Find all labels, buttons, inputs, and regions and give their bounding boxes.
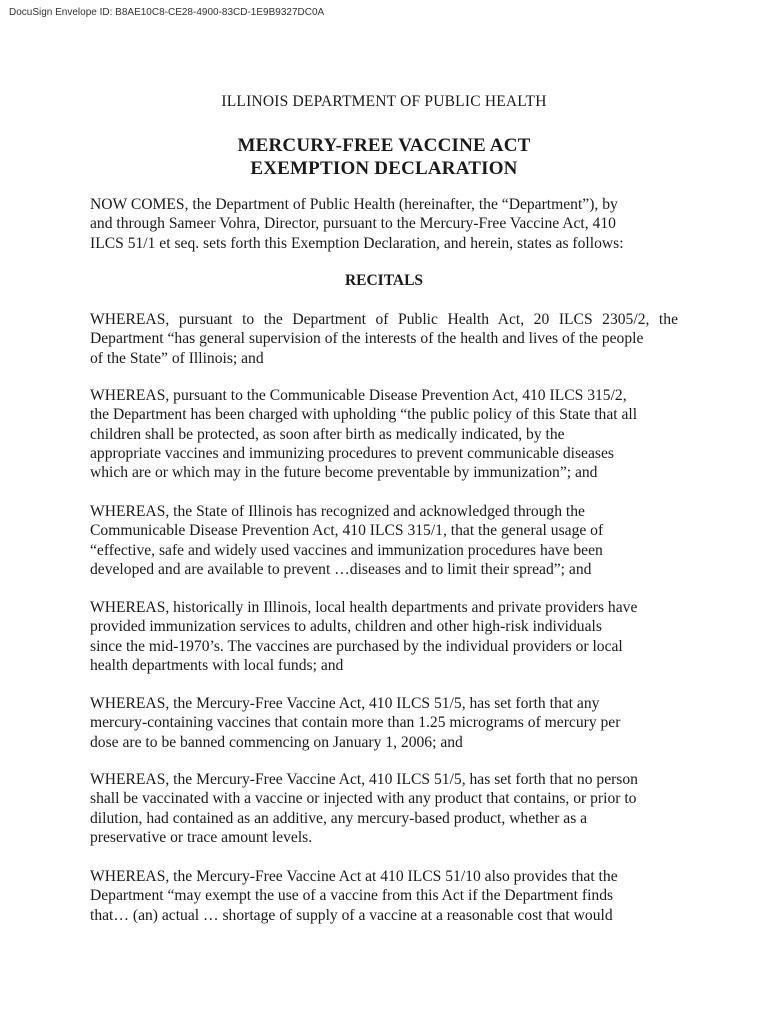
text-line: Department “has general supervision of the interests of the health and lives of the people: [90, 330, 644, 348]
text-line: the Department has been charged with upholding “the public policy of this State that all: [90, 406, 638, 424]
text-line: WHEREAS, the State of Illinois has recognized and acknowledged through the: [90, 503, 585, 520]
text-line: “effective, safe and widely used vaccines and immunization procedures have been: [90, 541, 603, 559]
text-line: WHEREAS, historically in Illinois, local health departments and private providers have: [90, 599, 638, 616]
document-title: [90, 134, 678, 180]
text-line: appropriate vaccines and immunizing procedures to prevent communicable diseases: [90, 444, 614, 462]
envelope-id: DocuSign Envelope ID: B8AE10C8-CE28-4900-83CD-1E9B9327DC0A: [9, 7, 325, 18]
text-line: preservative or trace amount levels.: [90, 828, 313, 846]
text-line: WHEREAS, pursuant to the Department of Public Health Act, 20 ILCS 2305/2, the: [90, 311, 678, 328]
whereas-paragraph-1: [90, 310, 678, 368]
text-line: ILCS 51/1 et seq. sets forth this Exemption Declaration, and herein, states as follows:: [90, 234, 624, 252]
text-line: health departments with local funds; and: [90, 656, 344, 674]
text-line: mercury-containing vaccines that contain more than 1.25 micrograms of mercury per: [90, 714, 621, 732]
text-line: dilution, had contained as an additive, any mercury-based product, whether as a: [90, 809, 588, 827]
text-line: Communicable Disease Prevention Act, 410 ILCS 315/1, that the general usage of: [90, 522, 604, 540]
text-line: and through Sameer Vohra, Director, pursuant to the Mercury-Free Vaccine Act, 410: [90, 215, 616, 233]
text-line: which are or which may in the future become preventable by immunization”; and: [90, 464, 598, 482]
title-line: MERCURY-FREE VACCINE ACT: [237, 135, 531, 156]
text-line: Department “may exempt the use of a vaccine from this Act if the Department finds: [90, 887, 614, 905]
department-heading: ILLINOIS DEPARTMENT OF PUBLIC HEALTH: [221, 93, 547, 110]
text-line: developed and are available to prevent …diseases and to limit their spread”; and: [90, 560, 592, 578]
title-line: EXEMPTION DECLARATION: [250, 158, 518, 179]
whereas-paragraph-4: [90, 598, 678, 675]
whereas-paragraph-2: [90, 386, 678, 482]
text-line: children shall be protected, as soon after birth as medically indicated, by the: [90, 425, 565, 443]
recitals-heading: RECITALS: [344, 272, 424, 289]
text-line: shall be vaccinated with a vaccine or injected with any product that contains, or prior to: [90, 790, 637, 808]
text-line: of the State” of Illinois; and: [90, 349, 264, 367]
whereas-paragraph-3: [90, 502, 678, 579]
text-line: since the mid-1970’s. The vaccines are purchased by the individual providers or local: [90, 637, 623, 655]
whereas-paragraph-6: [90, 770, 678, 847]
text-line: provided immunization services to adults, children and other high-risk individuals: [90, 618, 602, 636]
text-line: WHEREAS, the Mercury-Free Vaccine Act at 410 ILCS 51/10 also provides that the: [90, 868, 618, 885]
whereas-paragraph-7: [90, 867, 678, 925]
text-line: WHEREAS, the Mercury-Free Vaccine Act, 410 ILCS 51/5, has set forth that no person: [90, 771, 638, 788]
text-line: that… (an) actual … shortage of supply of a vaccine at a reasonable cost that would: [90, 906, 613, 924]
text-line: WHEREAS, the Mercury-Free Vaccine Act, 410 ILCS 51/5, has set forth that any: [90, 695, 600, 712]
whereas-paragraph-5: [90, 694, 678, 752]
text-line: NOW COMES, the Department of Public Health (hereinafter, the “Department”), by: [90, 196, 618, 213]
text-line: WHEREAS, pursuant to the Communicable Disease Prevention Act, 410 ILCS 315/2,: [90, 387, 627, 404]
text-line: dose are to be banned commencing on January 1, 2006; and: [90, 733, 463, 751]
intro-paragraph: [90, 195, 678, 253]
